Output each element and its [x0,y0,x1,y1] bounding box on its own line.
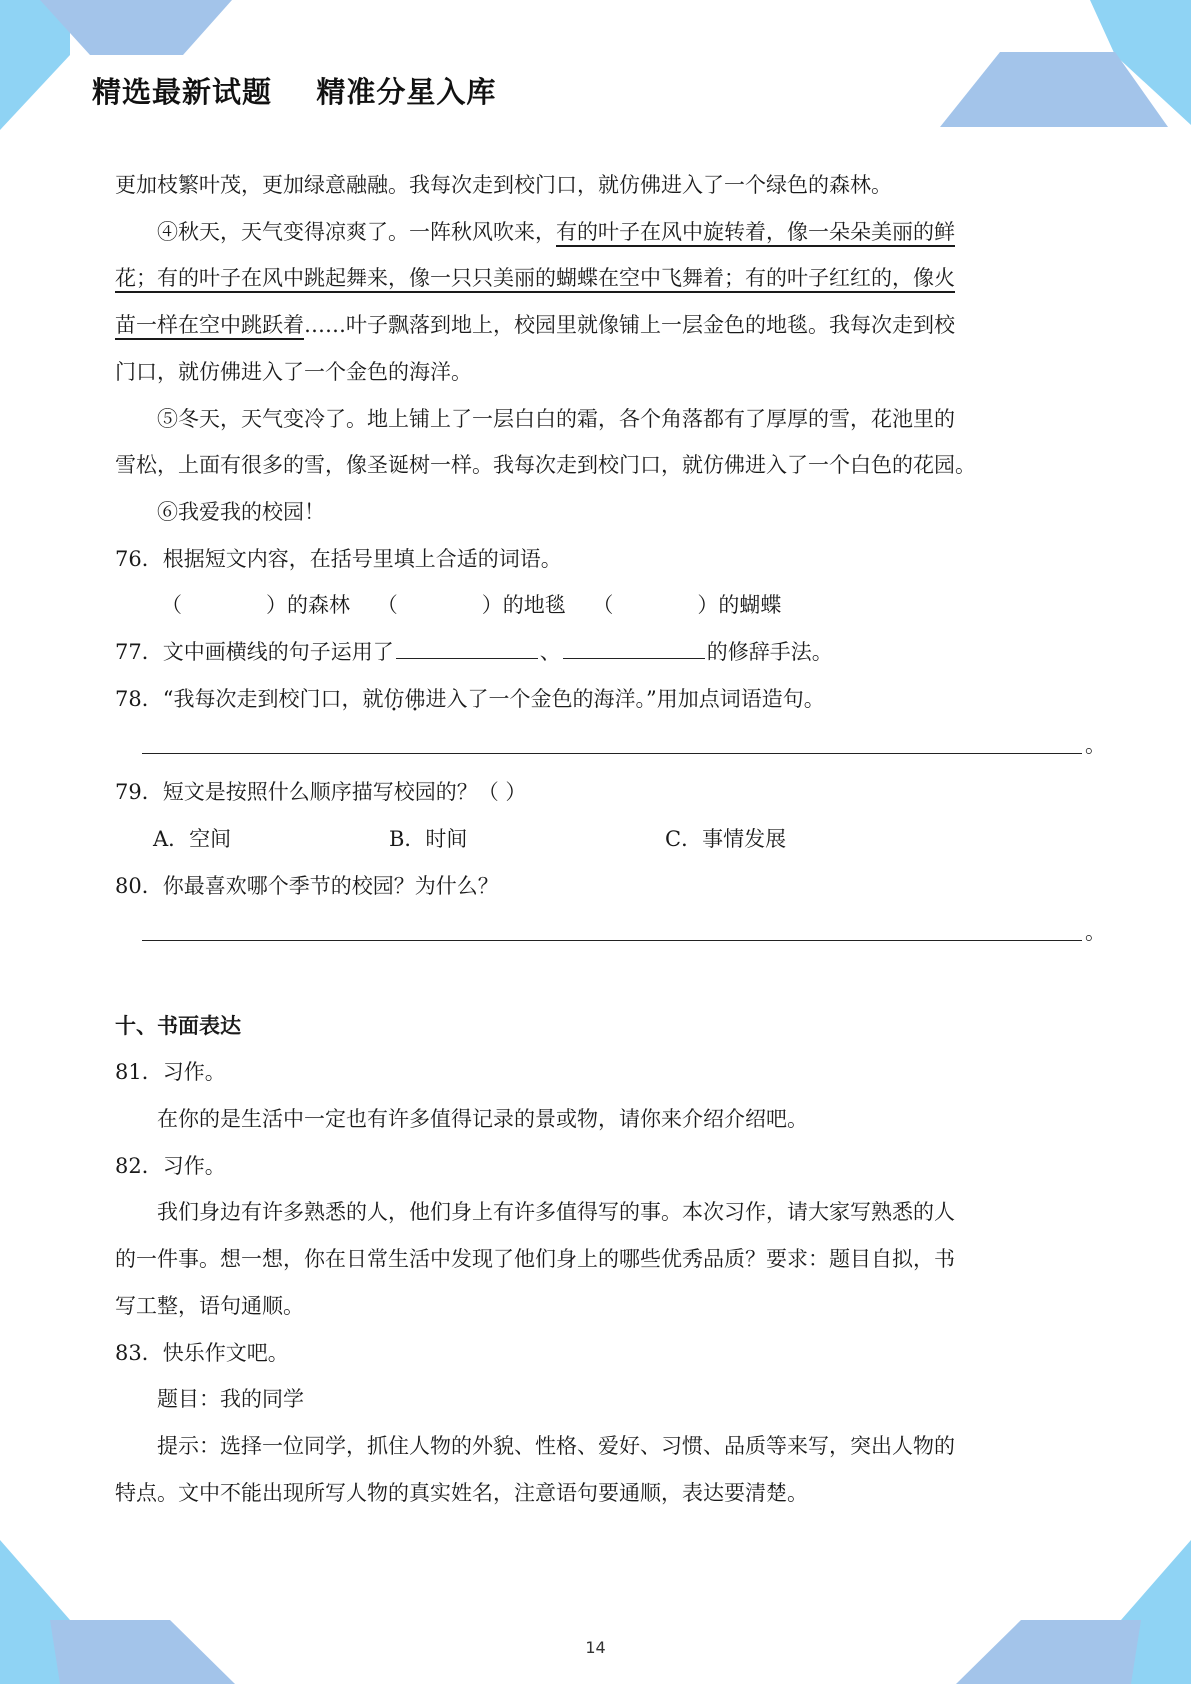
top-right-decoration [930,0,1191,130]
passage-p4-line3 [115,302,1075,349]
paren-open: （ [161,593,182,618]
passage-p3-tail: 更加枝繁叶茂，更加绿意融融。我每次走到校门口，就仿佛进入了一个绿色的森林。 [115,173,892,197]
answer-line[interactable] [142,940,1082,941]
period: 。 [1085,920,1106,945]
passage-p4-line1 [115,209,1075,256]
header-title: 精选最新试题 精准分星入库 [92,75,497,109]
page-number: 14 [585,1638,606,1657]
question-79: 79．短文是按照什么顺序描写校园的？（ ） [115,780,527,805]
question-80-answer-line[interactable] [115,909,1106,956]
underlined-sentence: 有的叶子在风中旋转着，像一朵朵美丽的鲜 [556,219,955,244]
blank-label: ）的地毯 [481,593,566,618]
passage-p4-text: ……叶子飘落到地上，校园里就像铺上一层金色的地毯。我每次走到校 [304,313,955,338]
question-83: 83．快乐作文吧。 [115,1340,289,1365]
paren-open: （ [376,593,398,618]
answer-blank[interactable] [396,636,538,659]
q77-separator: 、 [539,640,561,665]
passage-p4-text: ④秋天，天气变得凉爽了。一阵秋风吹来， [157,219,556,244]
question-78 [115,676,1075,723]
dotted-char: 佛 • [404,676,425,723]
blank-label: ）的蝴蝶 [697,593,782,618]
period: 。 [1085,733,1106,758]
question-83-hint-line2: 特点。文中不能出现所写人物的真实姓名，注意语句要通顺，表达要清楚。 [115,1480,808,1505]
q77-text: 77．文中画横线的句子运用了 [115,640,394,665]
q78-text-end: 进入了一个金色的海洋。”用加点词语造句。 [425,686,825,711]
passage-p5-line2: 雪松，上面有很多的雪，像圣诞树一样。我每次走到校门口，就仿佛进入了一个白色的花园。 [115,453,976,478]
passage-p4-line4: 门口，就仿佛进入了一个金色的海洋。 [115,359,472,384]
question-78-answer-line[interactable] [115,722,1106,769]
q78-text: 78．“我每次走到校门口，就 [115,686,384,711]
option-b[interactable]: B．时间 [389,826,468,851]
blank-label: ）的森林 [266,593,350,618]
underlined-sentence: 花；有的叶子在风中跳起舞来，像一只只美丽的蝴蝶在空中飞舞着；有的叶子红红的，像火 [115,266,955,291]
question-80: 80．你最喜欢哪个季节的校园？为什么？ [115,873,499,898]
question-77 [115,629,1075,676]
question-81: 81．习作。 [115,1060,226,1085]
question-79-options [115,816,1075,863]
underlined-sentence: 苗一样在空中跳跃着 [115,313,304,338]
dotted-char: 仿 • [383,676,404,723]
question-82-line2: 的一件事。想一想，你在日常生活中发现了他们身上的哪些优秀品质？要求：题目自拟，书 [115,1247,955,1272]
section-10-title: 十、书面表达 [115,1013,241,1038]
bottom-right-decoration [951,1540,1191,1684]
option-c[interactable]: C．事情发展 [665,826,787,851]
page-content [115,162,1106,1516]
question-76: 76．根据短文内容，在括号里填上合适的词语。 [115,546,562,571]
question-76-blanks [115,582,1075,629]
option-a[interactable]: A．空间 [153,826,232,851]
passage-p6: ⑥我爱我的校园！ [157,499,325,524]
passage-p4-line2 [115,255,1075,302]
question-82: 82．习作。 [115,1153,226,1178]
bottom-left-decoration [0,1540,240,1684]
question-82-line3: 写工整，语句通顺。 [115,1293,304,1318]
question-83-topic: 题目：我的同学 [157,1387,304,1412]
paren-open: （ [592,593,614,618]
q77-text-end: 的修辞手法。 [706,640,833,665]
answer-blank[interactable] [563,636,705,659]
answer-line[interactable] [142,753,1082,754]
passage-p5-line1: ⑤冬天，天气变冷了。地上铺上了一层白白的霜，各个角落都有了厚厚的雪，花池里的 [157,406,955,431]
question-83-hint-line1: 提示：选择一位同学，抓住人物的外貌、性格、爱好、习惯、品质等来写，突出人物的 [157,1433,955,1458]
question-82-line1: 我们身边有许多熟悉的人，他们身上有许多值得写的事。本次习作，请大家写熟悉的人 [157,1200,955,1225]
question-81-body: 在你的是生活中一定也有许多值得记录的景或物，请你来介绍介绍吧。 [157,1107,808,1132]
